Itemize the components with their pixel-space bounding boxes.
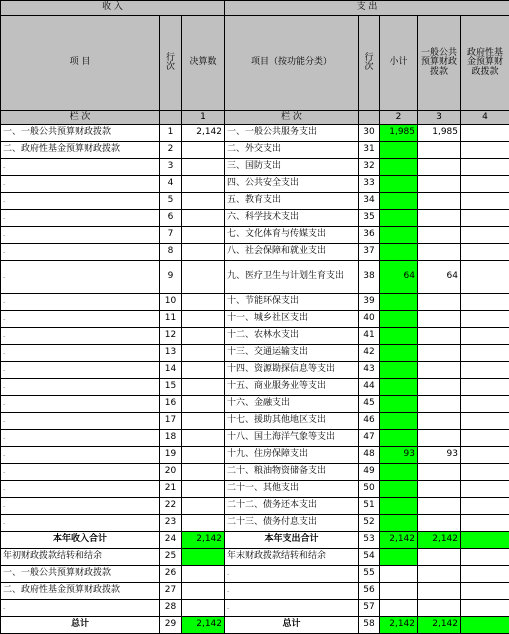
expense-item: 七、文化体育与传媒支出 — [225, 227, 359, 244]
expense-line: 34 — [359, 193, 380, 210]
income-final — [182, 413, 225, 430]
expense-item: 十三、交通运输支出 — [225, 345, 359, 362]
expense-fund — [461, 244, 509, 261]
income-item: . — [1, 413, 160, 430]
table-row — [1, 227, 509, 244]
expense-item: 十五、商业服务业等支出 — [225, 379, 359, 396]
table-row — [1, 294, 509, 311]
expense-fund — [461, 345, 509, 362]
income-line: 21 — [160, 481, 182, 498]
blank-row-label: . — [1, 600, 160, 617]
table-row — [1, 159, 509, 176]
expense-general — [418, 396, 461, 413]
income-item: . — [1, 294, 160, 311]
expense-fund — [461, 362, 509, 379]
carry-out-general-fund — [461, 566, 509, 583]
expense-general — [418, 210, 461, 227]
expense-subtotal — [380, 362, 418, 379]
expense-fund — [461, 498, 509, 515]
expense-subtotal — [380, 345, 418, 362]
income-line: 1 — [160, 125, 182, 142]
expense-item: 十六、金融支出 — [225, 396, 359, 413]
income-final — [182, 261, 225, 294]
expense-item: 十一、城乡社区支出 — [225, 311, 359, 328]
expense-item: 二十三、债务付息支出 — [225, 515, 359, 532]
expense-general — [418, 294, 461, 311]
expense-general: 93 — [418, 447, 461, 464]
expense-subtotal — [380, 464, 418, 481]
blank-row-general — [418, 600, 461, 617]
expense-general — [418, 379, 461, 396]
blank-row-value — [182, 600, 225, 617]
expense-subtotal — [380, 430, 418, 447]
expense-item: 三、国防支出 — [225, 159, 359, 176]
income-line: 7 — [160, 227, 182, 244]
grand-total-line: 29 — [160, 617, 182, 634]
income-item: . — [1, 261, 160, 294]
expense-total-line: 53 — [359, 532, 380, 549]
income-line: 14 — [160, 362, 182, 379]
income-final — [182, 244, 225, 261]
income-final — [182, 294, 225, 311]
income-item: . — [1, 498, 160, 515]
grand-total-general: 2,142 — [418, 617, 461, 634]
carry-out-line: 54 — [359, 549, 380, 566]
expense-line: 45 — [359, 396, 380, 413]
income-final — [182, 447, 225, 464]
expense-line: 47 — [359, 430, 380, 447]
blank-row-line: 28 — [160, 600, 182, 617]
expense-line: 31 — [359, 142, 380, 159]
expense-section-title: 支 出 — [225, 1, 509, 16]
expense-item: 四、公共安全支出 — [225, 176, 359, 193]
carry-out-subtotal — [380, 549, 418, 566]
income-line: 17 — [160, 413, 182, 430]
expense-general: 1,985 — [418, 125, 461, 142]
expense-item: 十二、农林水支出 — [225, 328, 359, 345]
income-final — [182, 142, 225, 159]
income-final — [182, 328, 225, 345]
income-final — [182, 227, 225, 244]
carry-out-fund-subtotal — [380, 583, 418, 600]
expense-line: 39 — [359, 294, 380, 311]
table-row — [1, 244, 509, 261]
expense-subtotal — [380, 142, 418, 159]
expense-general — [418, 311, 461, 328]
income-final — [182, 159, 225, 176]
expense-subtotal — [380, 481, 418, 498]
income-final — [182, 379, 225, 396]
expense-line: 36 — [359, 227, 380, 244]
col-header-general: 一般公共预算财政拨款 — [418, 16, 461, 111]
expense-line: 42 — [359, 345, 380, 362]
expense-total-general: 2,142 — [418, 532, 461, 549]
expense-general — [418, 227, 461, 244]
expense-line: 37 — [359, 244, 380, 261]
income-line: 4 — [160, 176, 182, 193]
expense-fund — [461, 430, 509, 447]
expense-line: 33 — [359, 176, 380, 193]
income-line: 19 — [160, 447, 182, 464]
carry-in-general-label: 一、一般公共预算财政拨款 — [1, 566, 160, 583]
table-row — [1, 430, 509, 447]
income-line: 2 — [160, 142, 182, 159]
income-item: . — [1, 481, 160, 498]
expense-general — [418, 345, 461, 362]
expense-general — [418, 176, 461, 193]
income-line: 9 — [160, 261, 182, 294]
income-line: 22 — [160, 498, 182, 515]
carry-in-line: 25 — [160, 549, 182, 566]
expense-subtotal — [380, 294, 418, 311]
grand-total-subtotal: 2,142 — [380, 617, 418, 634]
expense-item: 二十一、其他支出 — [225, 481, 359, 498]
col-header-subtotal: 小计 — [380, 16, 418, 111]
table-row — [1, 379, 509, 396]
expense-general — [418, 498, 461, 515]
expense-fund — [461, 125, 509, 142]
expense-line: 32 — [359, 159, 380, 176]
expense-item: 十九、住房保障支出 — [225, 447, 359, 464]
expense-line: 49 — [359, 464, 380, 481]
col-index-1: 1 — [182, 111, 225, 125]
income-item: . — [1, 159, 160, 176]
col-header-line2: 行次 — [359, 16, 380, 111]
expense-subtotal — [380, 498, 418, 515]
expense-item: 一、一般公共服务支出 — [225, 125, 359, 142]
expense-fund — [461, 159, 509, 176]
table-row — [1, 515, 509, 532]
expense-subtotal — [380, 328, 418, 345]
expense-item: 十、节能环保支出 — [225, 294, 359, 311]
income-item: . — [1, 328, 160, 345]
expense-subtotal: 93 — [380, 447, 418, 464]
table-row — [1, 413, 509, 430]
expense-subtotal — [380, 413, 418, 430]
expense-line: 38 — [359, 261, 380, 294]
income-item: . — [1, 227, 160, 244]
income-line: 16 — [160, 396, 182, 413]
col-index-4: 4 — [461, 111, 509, 125]
table-row — [1, 464, 509, 481]
expense-general — [418, 515, 461, 532]
expense-general — [418, 159, 461, 176]
table-row — [1, 328, 509, 345]
income-final — [182, 193, 225, 210]
grand-total-fund — [461, 617, 509, 634]
carry-out-fund-line: 56 — [359, 583, 380, 600]
expense-line: 40 — [359, 311, 380, 328]
income-item: . — [1, 193, 160, 210]
table-row — [1, 396, 509, 413]
expense-fund — [461, 193, 509, 210]
expense-line: 41 — [359, 328, 380, 345]
expense-fund — [461, 311, 509, 328]
row-label-index2: 栏 次 — [225, 111, 359, 125]
carry-in-value — [182, 549, 225, 566]
carry-in-fund-value — [182, 583, 225, 600]
carry-out-fund — [461, 549, 509, 566]
blank-row-label2: . — [225, 600, 359, 617]
income-line: 5 — [160, 193, 182, 210]
income-final — [182, 345, 225, 362]
carry-in-fund-label: 二、政府性基金预算财政拨款 — [1, 583, 160, 600]
income-item: . — [1, 210, 160, 227]
expense-line: 51 — [359, 498, 380, 515]
row-label-blank2 — [359, 111, 380, 125]
income-line: 20 — [160, 464, 182, 481]
table-row — [1, 125, 509, 142]
carry-out-fund-general — [418, 583, 461, 600]
expense-item: 八、社会保障和就业支出 — [225, 244, 359, 261]
col-header-line: 行次 — [160, 16, 182, 111]
expense-general — [418, 193, 461, 210]
carry-out-general-line: 55 — [359, 566, 380, 583]
carry-in-general-line: 26 — [160, 566, 182, 583]
expense-general — [418, 244, 461, 261]
carry-out-fund-fund — [461, 583, 509, 600]
expense-item: 五、教育支出 — [225, 193, 359, 210]
expense-fund — [461, 261, 509, 294]
income-final — [182, 210, 225, 227]
expense-item: 十七、援助其他地区支出 — [225, 413, 359, 430]
income-item: . — [1, 396, 160, 413]
expense-fund — [461, 413, 509, 430]
table-row — [1, 362, 509, 379]
carry-out-label: 年末财政拨款结转和结余 — [225, 549, 359, 566]
col-index-3: 3 — [418, 111, 461, 125]
carry-out-general — [418, 549, 461, 566]
expense-subtotal — [380, 176, 418, 193]
expense-item: 二、外交支出 — [225, 142, 359, 159]
income-item: 一、一般公共预算财政拨款 — [1, 125, 160, 142]
income-final — [182, 481, 225, 498]
income-final — [182, 396, 225, 413]
expense-total-fund — [461, 532, 509, 549]
table-row — [1, 210, 509, 227]
expense-fund — [461, 396, 509, 413]
carry-in-label: 年初财政拨款结转和结余 — [1, 549, 160, 566]
income-line: 15 — [160, 379, 182, 396]
income-line: 11 — [160, 311, 182, 328]
expense-item: 九、医疗卫生与计划生育支出 — [225, 261, 359, 294]
expense-fund — [461, 227, 509, 244]
carry-in-general-value — [182, 566, 225, 583]
row-label-blank — [160, 111, 182, 125]
expense-item: 六、科学技术支出 — [225, 210, 359, 227]
expense-subtotal — [380, 396, 418, 413]
expense-fund — [461, 176, 509, 193]
col-header-item: 项 目 — [1, 16, 160, 111]
income-final — [182, 515, 225, 532]
income-total-label: 本年收入合计 — [1, 532, 160, 549]
expense-subtotal — [380, 227, 418, 244]
expense-line: 50 — [359, 481, 380, 498]
carry-out-general-label: . — [225, 566, 359, 583]
expense-general — [418, 413, 461, 430]
expense-fund — [461, 481, 509, 498]
blank-row-line2: 57 — [359, 600, 380, 617]
carry-out-general-subtotal — [380, 566, 418, 583]
expense-fund — [461, 328, 509, 345]
expense-item: 十八、国土海洋气象等支出 — [225, 430, 359, 447]
grand-total-label2: 总计 — [225, 617, 359, 634]
expense-subtotal: 1,985 — [380, 125, 418, 142]
income-line: 18 — [160, 430, 182, 447]
expense-general — [418, 481, 461, 498]
expense-subtotal — [380, 379, 418, 396]
income-item: . — [1, 362, 160, 379]
income-line: 12 — [160, 328, 182, 345]
expense-line: 43 — [359, 362, 380, 379]
income-total-line: 24 — [160, 532, 182, 549]
expense-line: 35 — [359, 210, 380, 227]
col-header-final: 决算数 — [182, 16, 225, 111]
income-line: 23 — [160, 515, 182, 532]
income-item: . — [1, 515, 160, 532]
income-item: . — [1, 244, 160, 261]
expense-line: 46 — [359, 413, 380, 430]
grand-total-line2: 58 — [359, 617, 380, 634]
expense-total-subtotal: 2,142 — [380, 532, 418, 549]
expense-subtotal — [380, 193, 418, 210]
income-line: 13 — [160, 345, 182, 362]
expense-subtotal — [380, 311, 418, 328]
table-row — [1, 142, 509, 159]
expense-general — [418, 464, 461, 481]
table-row — [1, 193, 509, 210]
expense-item: 二十二、债务还本支出 — [225, 498, 359, 515]
expense-fund — [461, 464, 509, 481]
expense-subtotal — [380, 159, 418, 176]
expense-fund — [461, 294, 509, 311]
income-item: . — [1, 464, 160, 481]
expense-general — [418, 328, 461, 345]
income-line: 6 — [160, 210, 182, 227]
expense-fund — [461, 447, 509, 464]
income-item: . — [1, 311, 160, 328]
table-row — [1, 176, 509, 193]
grand-total-value: 2,142 — [182, 617, 225, 634]
expense-general — [418, 430, 461, 447]
expense-fund — [461, 210, 509, 227]
income-line: 10 — [160, 294, 182, 311]
carry-out-general-general — [418, 566, 461, 583]
expense-general — [418, 362, 461, 379]
income-item: . — [1, 176, 160, 193]
income-item: . — [1, 379, 160, 396]
col-index-2: 2 — [380, 111, 418, 125]
row-label-index: 栏 次 — [1, 111, 160, 125]
expense-subtotal — [380, 244, 418, 261]
table-row — [1, 481, 509, 498]
income-final — [182, 498, 225, 515]
income-item: . — [1, 430, 160, 447]
expense-total-label: 本年支出合计 — [225, 532, 359, 549]
income-final — [182, 464, 225, 481]
expense-general — [418, 142, 461, 159]
expense-line: 52 — [359, 515, 380, 532]
income-final — [182, 430, 225, 447]
expense-subtotal — [380, 210, 418, 227]
income-item: 二、政府性基金预算财政拨款 — [1, 142, 160, 159]
table-row — [1, 261, 509, 294]
income-final — [182, 362, 225, 379]
table-row — [1, 498, 509, 515]
income-final — [182, 176, 225, 193]
expense-line: 30 — [359, 125, 380, 142]
expense-line: 44 — [359, 379, 380, 396]
income-item: . — [1, 447, 160, 464]
expense-fund — [461, 379, 509, 396]
income-line: 8 — [160, 244, 182, 261]
expense-subtotal — [380, 515, 418, 532]
income-final — [182, 311, 225, 328]
expense-item: 二十、粮油物资储备支出 — [225, 464, 359, 481]
expense-fund — [461, 515, 509, 532]
expense-item: 十四、资源勘探信息等支出 — [225, 362, 359, 379]
blank-row-fund — [461, 600, 509, 617]
income-total-value: 2,142 — [182, 532, 225, 549]
income-item: . — [1, 345, 160, 362]
table-row — [1, 447, 509, 464]
expense-subtotal: 64 — [380, 261, 418, 294]
blank-row-subtotal — [380, 600, 418, 617]
table-row — [1, 311, 509, 328]
grand-total-label: 总计 — [1, 617, 160, 634]
carry-in-fund-line: 27 — [160, 583, 182, 600]
income-section-title: 收 入 — [1, 1, 225, 16]
expense-general: 64 — [418, 261, 461, 294]
col-header-fund: 政府性基金预算财政拨款 — [461, 16, 509, 111]
expense-line: 48 — [359, 447, 380, 464]
expense-fund — [461, 142, 509, 159]
income-line: 3 — [160, 159, 182, 176]
income-final: 2,142 — [182, 125, 225, 142]
col-header-item-func: 项目（按功能分类） — [225, 16, 359, 111]
carry-out-fund-label: . — [225, 583, 359, 600]
table-row — [1, 345, 509, 362]
